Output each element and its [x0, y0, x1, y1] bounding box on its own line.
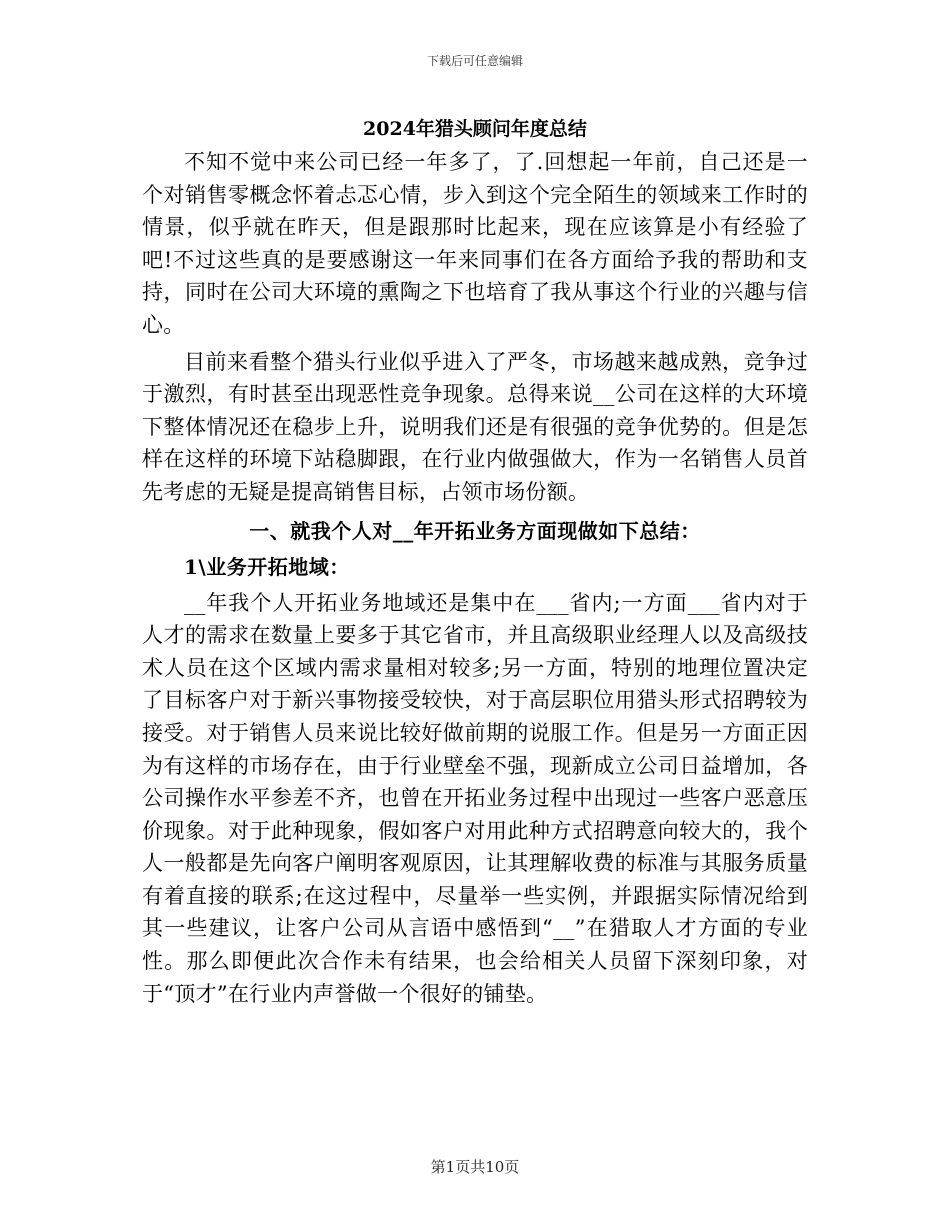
- section-heading-1: 一、就我个人对__年开拓业务方面现做如下总结：: [249, 518, 701, 543]
- paragraph-region: __年我个人开拓业务地域还是集中在___省内;一方面___省内对于人才的需求在数量上要多于其它省市，并且高级职业经理人以及高级技术人员在这个区域内需求量相对较多;另一方面，特别的地理位置决定了目标客户对于新兴事物接受较快，对于高层职位用猎头形式招聘较为接受。对于销售人员来说比较好做前期的说服工作。但是另一方面正因为有这样的市场存在，由于行业壁垒不强，现新成立公司日益增加，各公司操作水平参差不齐，也曾在开拓业务过程中出现过一些客户恶意压价现象。对于此种现象，假如客户对用此种方式招聘意向较大的，我个人一般都是先向客户阐明客观原因，让其理解收费的标准与其服务质量有着直接的联系;在这过程中，尽量举一些实例，并跟据实际情况给到其一些建议，让客户公司从言语中感悟到“__”在猎取人才方面的专业性。那么即便此次合作未有结果，也会给相关人员留下深刻印象，对于“顶才”在行业内声誉做一个很好的铺垫。: [142, 590, 808, 1006]
- document-title: 2024年猎头顾问年度总结: [363, 118, 587, 140]
- subsection-heading-1: 1\业务开拓地域：: [184, 554, 350, 579]
- paragraph-industry: 目前来看整个猎头行业似乎进入了严冬，市场越来越成熟，竞争过于激烈，有时甚至出现恶性竞争现象。总得来说__公司在这样的大环境下整体情况还在稳步上升，说明我们还是有很强的竞争优势的。但是怎样在这样的环境下站稳脚跟，在行业内做强做大，作为一名销售人员首先考虑的无疑是提高销售目标，占领市场份额。: [142, 349, 808, 504]
- paragraph-intro: 不知不觉中来公司已经一年多了，了.回想起一年前，自己还是一个对销售零概念怀着忐忑心情，步入到这个完全陌生的领域来工作时的情景，似乎就在昨天，但是跟那时比起来，现在应该算是小有经验了吧!不过这些真的是要感谢这一年来同事们在各方面给予我的帮助和支持，同时在公司大环境的熏陶之下也培育了我从事这个行业的兴趣与信心。: [142, 150, 808, 337]
- page-header-note: 下载后可任意编辑: [426, 54, 523, 68]
- page-number: 第1页共10页: [430, 1158, 520, 1176]
- document-body: [142, 112, 808, 1014]
